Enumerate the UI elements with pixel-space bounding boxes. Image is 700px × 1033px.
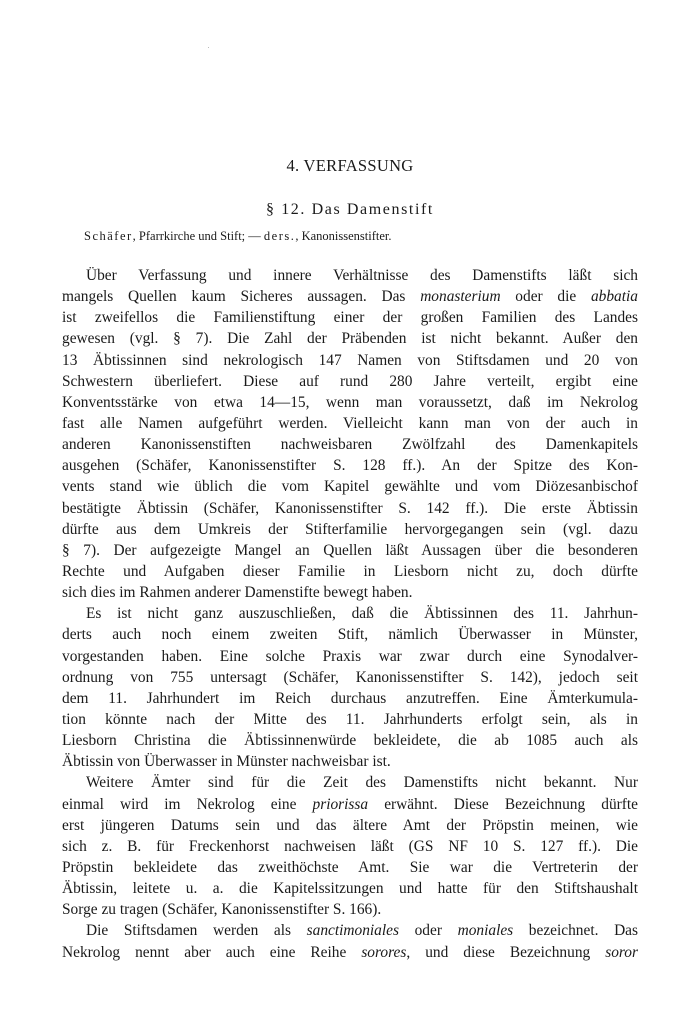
text-segment: Weitere Ämter sind für die Zeit des Damenstifts nicht bekannt. Nur xyxy=(86,774,638,792)
text-line xyxy=(62,582,638,603)
text-segment: Rechte und Aufgaben dieser Familie in Liesborn nicht zu, doch dürfte xyxy=(62,562,638,580)
text-segment: einmal wird im Nekrolog eine xyxy=(62,795,313,813)
text-segment: Über Verfassung und innere Verhältnisse des Damenstifts läßt sich xyxy=(86,267,638,284)
text-segment: mangels Quellen kaum Sicheres aussagen. Das xyxy=(62,288,421,306)
text-line xyxy=(62,751,638,772)
text-line xyxy=(62,265,638,286)
text-segment: ist zweifellos die Familienstiftung einer der großen Familien des Landes xyxy=(62,309,638,327)
italic-term: soror xyxy=(605,943,638,961)
literature-author: ders. xyxy=(263,229,296,243)
section-heading: § 12. Das Damenstift xyxy=(266,201,434,218)
text-line xyxy=(62,624,638,645)
text-line xyxy=(62,561,638,582)
text-line xyxy=(62,688,638,709)
text-segment: vorgestanden haben. Eine solche Praxis war zwar durch eine Synodalver- xyxy=(62,647,638,665)
text-segment: Es ist nicht ganz auszuschließen, daß die Äbtissinnen des 11. Jahrhun- xyxy=(86,605,638,623)
text-line xyxy=(62,709,638,730)
text-line xyxy=(62,476,638,497)
italic-term: moniales xyxy=(457,922,514,940)
text-segment: Pröpstin bekleidete das zweithöchste Amt. Sie war die Vertreterin der xyxy=(62,858,638,876)
literature-work: , Pfarrkirche und Stift; — xyxy=(132,229,264,243)
text-line xyxy=(62,350,638,371)
italic-term: abbatia xyxy=(590,288,638,306)
text-segment: oder die xyxy=(500,288,591,306)
text-line xyxy=(62,392,638,413)
text-line xyxy=(62,794,638,815)
literature-author: Schäfer xyxy=(84,229,133,243)
text-segment: dürfte aus dem Umkreis der Stifterfamilie hervorgegangen sein (vgl. dazu xyxy=(62,520,638,538)
italic-term: monasterium xyxy=(420,288,501,306)
italic-term: sorores xyxy=(361,943,407,961)
text-segment: Äbtissin, leitete u. a. die Kapitelssitzungen und hatte für den Stiftshaushalt xyxy=(62,880,638,898)
chapter-heading: 4. VERFASSUNG xyxy=(286,156,414,175)
italic-term: sanctimoniales xyxy=(306,922,399,940)
text-line xyxy=(62,498,638,519)
text-line xyxy=(62,519,638,540)
text-line xyxy=(62,434,638,455)
text-segment: sich dies im Rahmen anderer Damenstifte bewegt haben. xyxy=(62,584,413,602)
text-segment: 13 Äbtissinnen sind nekrologisch 147 Namen von Stiftsdamen und 20 von xyxy=(62,351,638,369)
text-segment: vents stand wie üblich die vom Kapitel gewählte und vom Diözesanbischof xyxy=(62,478,638,496)
text-segment: bezeichnet. Das xyxy=(513,922,638,940)
text-segment: Sorge zu tragen (Schäfer, Kanonissenstifter S. 166). xyxy=(62,901,382,919)
literature-work: , Kanonissenstifter. xyxy=(295,229,392,243)
text-line xyxy=(62,772,638,793)
text-line xyxy=(62,920,638,941)
text-line xyxy=(62,603,638,624)
text-segment: derts auch noch einem zweiten Stift, nämlich Überwasser in Münster, xyxy=(62,626,638,644)
text-segment: Nekrolog nennt aber auch eine Reihe xyxy=(62,943,362,961)
italic-term: priorissa xyxy=(312,795,369,813)
text-segment: oder xyxy=(398,922,458,940)
text-segment: sich z. B. für Freckenhorst nachweisen läßt (GS NF 10 S. 127 ff.). Die xyxy=(62,837,638,855)
text-line xyxy=(62,857,638,878)
text-line xyxy=(62,307,638,328)
text-line xyxy=(62,371,638,392)
text-segment: gewesen (vgl. § 7). Die Zahl der Präbenden ist nicht bekannt. Außer den xyxy=(62,330,638,348)
text-segment: erst jüngeren Datums sein und das ältere Amt der Pröpstin meinen, wie xyxy=(62,816,638,834)
text-line xyxy=(62,413,638,434)
text-segment: Konventsstärke von etwa 14—15, wenn man voraussetzt, daß im Nekrolog xyxy=(62,393,638,411)
text-line xyxy=(62,942,638,963)
text-line xyxy=(62,815,638,836)
text-line xyxy=(62,286,638,307)
text-segment: Liesborn Christina die Äbtissinnenwürde bekleidete, die ab 1085 auch als xyxy=(62,732,638,750)
text-line xyxy=(62,667,638,688)
text-line xyxy=(62,540,638,561)
text-segment: erwähnt. Diese Bezeichnung dürfte xyxy=(368,795,638,813)
text-segment: Die Stiftsdamen werden als xyxy=(86,922,307,940)
literature-reference xyxy=(84,229,392,244)
text-segment: Äbtissin von Überwasser in Münster nachweisbar ist. xyxy=(62,753,391,771)
text-segment: ordnung von 755 untersagt (Schäfer, Kanonissenstifter S. 142), jedoch seit xyxy=(62,668,638,686)
text-line xyxy=(62,878,638,899)
body-text xyxy=(62,265,638,963)
text-segment: anderen Kanonissenstiften nachweisbaren Zwölfzahl des Damenkapitels xyxy=(62,436,638,454)
text-line xyxy=(62,730,638,751)
text-segment: ausgehen (Schäfer, Kanonissenstifter S. 128 ff.). An der Spitze des Kon- xyxy=(62,457,638,475)
text-segment: , und diese Bezeichnung xyxy=(406,943,606,961)
text-line xyxy=(62,646,638,667)
text-segment: dem 11. Jahrhundert im Reich durchaus anzutreffen. Eine Ämterkumula- xyxy=(62,689,638,707)
text-segment: Schwestern überliefert. Diese auf rund 280 Jahre verteilt, ergibt eine xyxy=(62,372,638,390)
text-segment: § 7). Der aufgezeigte Mangel an Quellen läßt Aussagen über die besonderen xyxy=(62,541,638,559)
text-segment: fast alle Namen aufgeführt werden. Vielleicht kann man von der auch in xyxy=(62,414,638,432)
scan-speck xyxy=(208,47,209,48)
text-line xyxy=(62,836,638,857)
text-segment: tion könnte nach der Mitte des 11. Jahrhunderts erfolgt sein, als in xyxy=(62,710,638,728)
text-segment: bestätigte Äbtissin (Schäfer, Kanonissenstifter S. 142 ff.). Die erste Äbtissin xyxy=(62,499,638,517)
text-line xyxy=(62,455,638,476)
text-line xyxy=(62,328,638,349)
text-line xyxy=(62,899,638,920)
